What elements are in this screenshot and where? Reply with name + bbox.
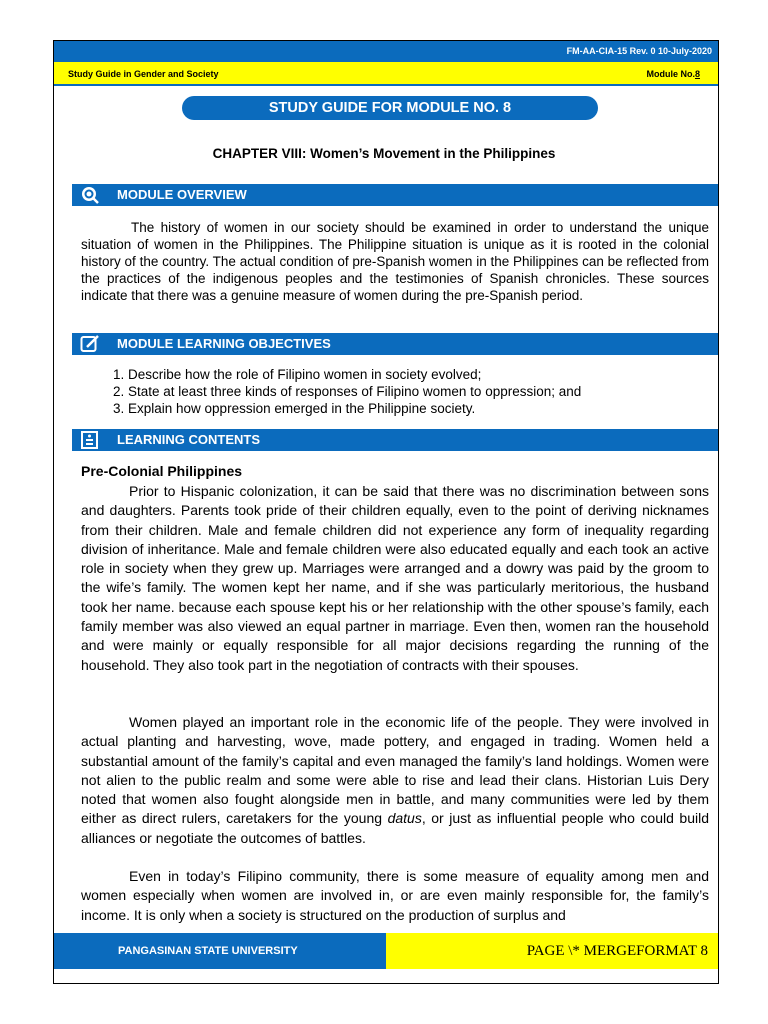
module-overview-heading: MODULE OVERVIEW [117,187,247,202]
module-overview-header [72,184,718,206]
section-subheading: Pre-Colonial Philippines [81,463,243,479]
body-paragraph-3: Even in today’s Filipino community, there is some measure of equality among men and women especially when women are involved in, or are even mainly responsible for, the family’s income. It is only when a society is structured on the production of surplus and [81,868,709,923]
university-name: PANGASINAN STATE UNIVERSITY [118,945,298,957]
learning-contents-heading: LEARNING CONTENTS [117,432,260,447]
study-guide-banner: STUDY GUIDE FOR MODULE NO. 8 [182,96,598,120]
footer-page [386,933,718,969]
learning-contents-header [72,429,718,451]
body-paragraph-2: Women played an important role in the economic life of the people. They were involved in actual planting and harvesting, wove, made pottery, and engaged in trading. Women held a substantial amount of the family’s capital and even managed the family’s land holdings. Women were not alien to the public realm and some were able to rise and lead their clans. Historian Luis Dery noted that women also fought alongside men in battle, and many communities were led by them either as direct rulers, caretakers for the young datus, or just as influential people who could build alliances or negotiate the outcomes of battles. [81,714,709,846]
body-paragraph-1: Prior to Hispanic colonization, it can be said that there was no discrimination between sons and daughters. Parents took pride of their children equally, even to the point of deriving nicknames from their children. Male and female children did not experience any form of inequality regarding division of inheritance. Male and female children were also educated equally and each took an active role in society when they grew up. Marriages were arranged and a dowry was paid by the groom to the wife’s family. The women kept her name, and if she was particularly meritorious, the husband took her name. because each spouse kept his or her relationship with the other spouse’s family, each family member was also viewed an equal partner in marriage. Even then, women ran the household and were mainly or equally responsible for all major decisions regarding the running of the household. They also took part in the negotiation of contracts with their spouses. [81,483,709,673]
chapter-title: CHAPTER VIII: Women’s Movement in the Philippines [212,146,556,161]
form-code: FM-AA-CIA-15 Rev. 0 10-July-2020 [566,46,712,56]
page-number-field: PAGE \* MERGEFORMAT 8 [526,943,708,959]
document-icon [80,431,100,449]
learning-objectives-heading: MODULE LEARNING OBJECTIVES [117,336,331,351]
search-icon [80,186,100,204]
edit-icon [80,335,100,353]
learning-objectives-header [72,333,718,355]
footer-university [54,933,386,969]
overview-paragraph: The history of women in our society should be examined in order to understand the unique situation of women in the Philippines. The Philippine situation is unique as it is rooted in the colonial history of the country. The actual condition of pre-Spanish women in the Philippines can be reflected from the practices of the indigenous peoples and the testimonies of Spanish chronicles. These sources indicate that there was a genuine measure of women during the pre-Spanish period. [81,220,709,303]
header-top-bar [54,41,718,62]
header-yellow-bar [54,62,718,86]
list-item: 3. Explain how oppression emerged in the Philippine society. [128,400,581,417]
list-item: 2. State at least three kinds of responses of Filipino women to oppression; and [128,383,581,400]
module-number-label: Module No.8 [646,69,700,79]
module-number: 8 [694,69,700,79]
list-item: 1. Describe how the role of Filipino women in society evolved; [128,366,581,383]
objectives-list [86,366,581,417]
guide-title: Study Guide in Gender and Society [68,69,219,79]
